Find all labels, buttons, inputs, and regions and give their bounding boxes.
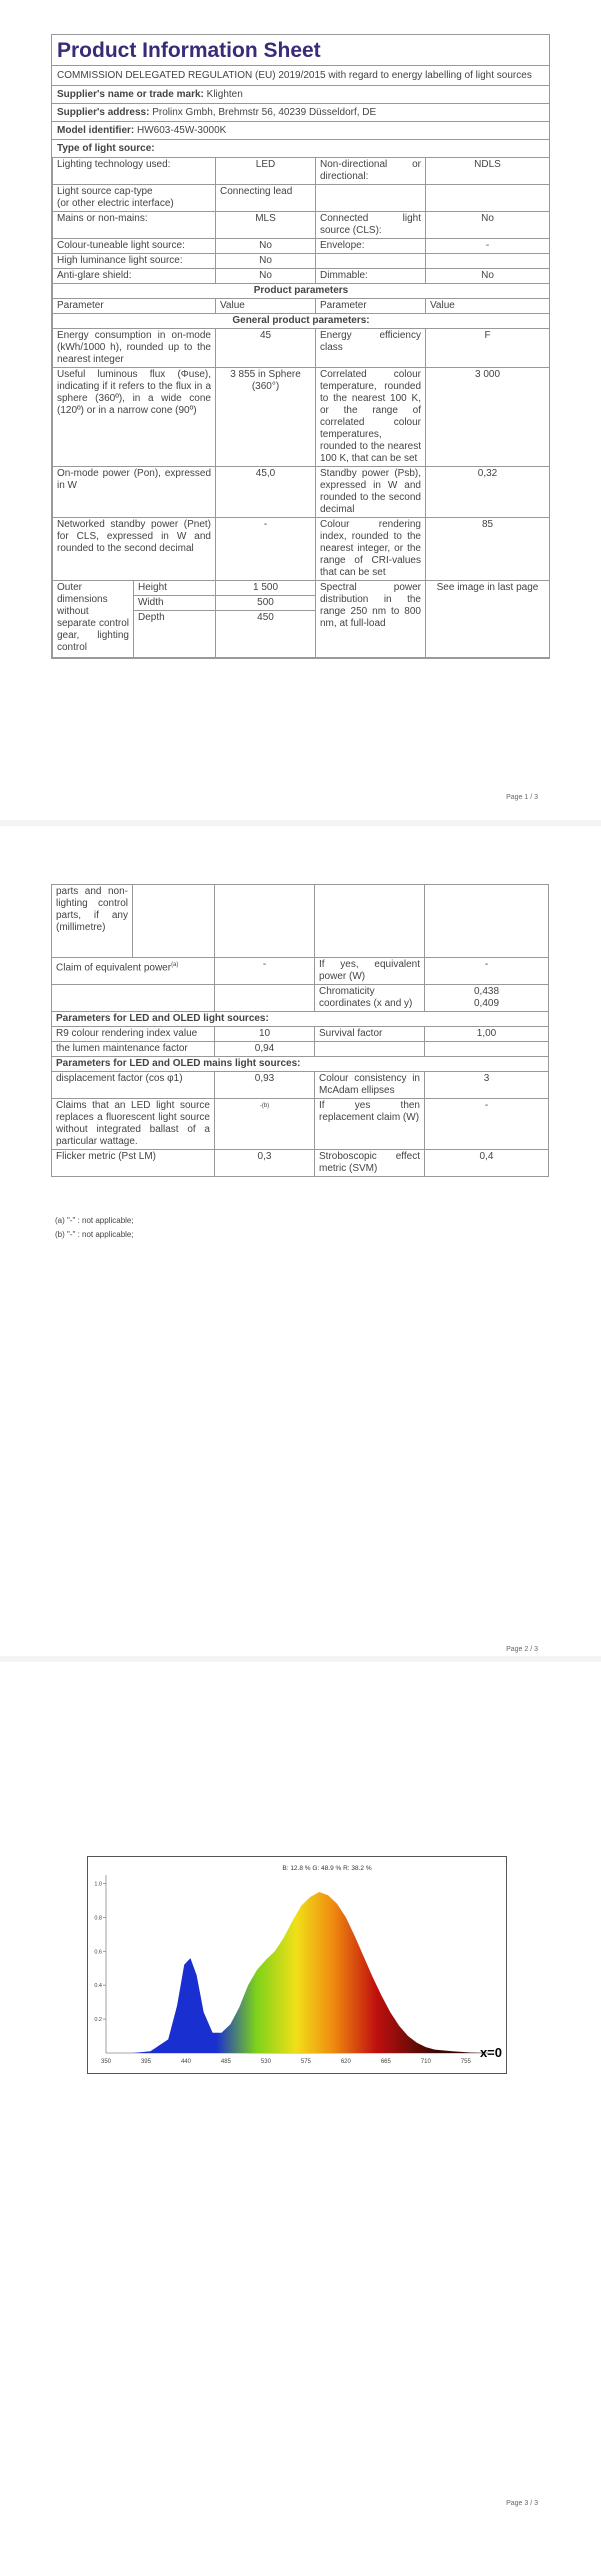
cell (425, 985, 549, 1012)
x-tick-label: 485 (220, 2059, 231, 2065)
cell: Colour consistency in McAdam ellipses (315, 1072, 425, 1099)
cell: Connected light source (CLS): (316, 212, 426, 239)
cell: Lighting technology used: (53, 158, 216, 185)
cell: Useful luminous flux (Φuse), indicating if it refers to the flux in a sphere (360º), in a wide cone (120º) or in a narrow cone (90º) (53, 368, 216, 467)
equiv-label: Claim of equivalent power (56, 962, 172, 974)
cell: 45 (216, 329, 316, 368)
cell: See image in last page (426, 581, 550, 658)
cell: Claims that an LED light source replaces a fluorescent light source without integrated ballast of a particular wattage. (52, 1099, 215, 1150)
table-row (52, 985, 549, 1012)
cell: Energy efficiency class (316, 329, 426, 368)
cell: 3 000 (426, 368, 550, 467)
table-row (52, 1072, 549, 1099)
cell (52, 885, 215, 958)
x-tick-label: 665 (380, 2059, 391, 2065)
cell: Flicker metric (Pst LM) (52, 1150, 215, 1177)
cell: On-mode power (Pon), expressed in W (53, 467, 216, 518)
cell (52, 958, 215, 985)
table-row (52, 1012, 549, 1027)
table-row (53, 269, 550, 284)
table-row (53, 368, 550, 467)
y-tick-label: 0.8 (94, 1915, 102, 1922)
model-value: HW603-45W-3000K (137, 125, 227, 136)
cell: R9 colour rendering index value (52, 1027, 215, 1042)
dimensions-label-continued: parts and non-lighting control parts, if any (millimetre) (52, 885, 133, 957)
table-row (53, 467, 550, 518)
cell: Colour rendering index, rounded to the nearest integer, or the range of CRI-values that can be set (316, 518, 426, 581)
cell: No (216, 254, 316, 269)
led-parameters-header: Parameters for LED and OLED light sources: (52, 1012, 549, 1027)
cell (216, 581, 316, 658)
footnote-b: (b) "-" : not applicable; (55, 1230, 134, 1239)
cell (215, 885, 315, 958)
table-row (53, 158, 550, 185)
cell: 3 (425, 1072, 549, 1099)
parameters-table (52, 157, 550, 658)
spectral-chart-svg (88, 1857, 506, 2073)
cell: 0,4 (425, 1150, 549, 1177)
cell: 0,3 (215, 1150, 315, 1177)
table-row (52, 1042, 549, 1057)
cell: - (216, 518, 316, 581)
cell (425, 885, 549, 958)
model-row (52, 122, 549, 140)
spectrum-area (133, 1892, 488, 2053)
x-tick-label: 620 (340, 2059, 351, 2065)
spectral-chart (87, 1856, 507, 2074)
y-tick-label: 0.6 (94, 1949, 102, 1956)
cell: No (216, 269, 316, 284)
column-header: Value (216, 299, 316, 314)
cell: 3 855 in Sphere (360°) (216, 368, 316, 467)
cell: No (426, 212, 550, 239)
x-tick-label: 530 (260, 2059, 271, 2065)
dimension-name: Depth (138, 612, 165, 623)
page-number: Page 1 / 3 (506, 794, 538, 801)
dimension-value: 450 (257, 612, 274, 623)
cell: Mains or non-mains: (53, 212, 216, 239)
cell: - (426, 239, 550, 254)
cell: LED (216, 158, 316, 185)
cell: If yes, equivalent power (W) (315, 958, 425, 985)
cell: If yes then replacement claim (W) (315, 1099, 425, 1150)
cell: 0,93 (215, 1072, 315, 1099)
cell: - (215, 958, 315, 985)
cell: Standby power (Psb), expressed in W and rounded to the second decimal (316, 467, 426, 518)
cell: NDLS (426, 158, 550, 185)
page-title: Product Information Sheet (52, 35, 549, 66)
cell: Connecting lead (216, 185, 316, 212)
footnote-ref: (a) (171, 962, 179, 968)
cell: Envelope: (316, 239, 426, 254)
cell: -(b) (215, 1099, 315, 1150)
table-row (53, 581, 550, 658)
cell: Spectral power distribution in the range 250 nm to 800 nm, at full-load (316, 581, 426, 658)
cell: F (426, 329, 550, 368)
table-row (53, 212, 550, 239)
x-tick-label: 395 (140, 2059, 151, 2065)
y-tick-label: 0.2 (94, 2017, 102, 2024)
cell: 85 (426, 518, 550, 581)
x-tick-label: 350 (100, 2059, 112, 2065)
chroma-x: 0,438 (473, 986, 500, 997)
cell (53, 581, 216, 658)
column-header: Value (426, 299, 550, 314)
cell: Correlated colour temperature, rounded to the nearest 100 K, or the range of correlated colour temperatures, rounded to the nearest 100 K, that can be set (316, 368, 426, 467)
y-tick-label: 1.0 (94, 1881, 102, 1888)
table-row (53, 284, 550, 299)
model-label: Model identifier: (57, 125, 135, 136)
info-sheet (51, 34, 550, 659)
table-row (53, 329, 550, 368)
cell: Chromaticity coordinates (x and y) (315, 985, 425, 1012)
page-number: Page 3 / 3 (506, 2500, 538, 2507)
x-tick-label: 440 (180, 2059, 191, 2065)
cell: the lumen maintenance factor (52, 1042, 215, 1057)
column-header: Parameter (53, 299, 216, 314)
cell: No (426, 269, 550, 284)
table-header-row (53, 299, 550, 314)
supplier-address-label: Supplier's address: (57, 107, 150, 118)
cell: - (425, 958, 549, 985)
table-row (53, 314, 550, 329)
cell (425, 1042, 549, 1057)
cell: Colour-tuneable light source: (53, 239, 216, 254)
table-row (52, 885, 549, 958)
supplier-address-row (52, 104, 549, 122)
cell: 0,32 (426, 467, 550, 518)
table-row (52, 1150, 549, 1177)
cell: High luminance light source: (53, 254, 216, 269)
cell (316, 254, 426, 269)
dimension-name: Height (134, 581, 216, 596)
cell (315, 1042, 425, 1057)
cell: 45,0 (216, 467, 316, 518)
dimension-name: Width (134, 596, 216, 611)
mains-parameters-header: Parameters for LED and OLED mains light sources: (52, 1057, 549, 1072)
cell (53, 185, 216, 212)
cell (426, 185, 550, 212)
x-tick-label: 710 (420, 2059, 431, 2065)
cell: Networked standby power (Pnet) for CLS, expressed in W and rounded to the second decimal (53, 518, 216, 581)
cell: No (216, 239, 316, 254)
cell (426, 254, 550, 269)
dimensions-subtable (53, 581, 215, 657)
dimension-value: 1 500 (216, 581, 315, 596)
cap-type-label: Light source cap-type (57, 186, 153, 197)
table-row (53, 254, 550, 269)
supplier-name-value: Klighten (206, 89, 243, 100)
footnote-a: (a) "-" : not applicable; (55, 1216, 134, 1225)
cell: displacement factor (cos φ1) (52, 1072, 215, 1099)
page-number: Page 2 / 3 (506, 1646, 538, 1653)
cell (316, 185, 426, 212)
page-1 (0, 0, 601, 820)
table-row (53, 185, 550, 212)
cell (315, 885, 425, 958)
type-header: Type of light source: (57, 143, 155, 154)
cap-type-sublabel: (or other electric interface) (57, 198, 174, 209)
regulation-subtitle: COMMISSION DELEGATED REGULATION (EU) 2019/2015 with regard to energy labelling of light sources (52, 66, 549, 86)
cell: Anti-glare shield: (53, 269, 216, 284)
column-header: Parameter (316, 299, 426, 314)
cell: Dimmable: (316, 269, 426, 284)
supplier-address-value: Prolinx Gmbh, Brehmstr 56, 40239 Düsseldorf, DE (152, 107, 377, 118)
cell: MLS (216, 212, 316, 239)
table-row (52, 1027, 549, 1042)
cell: Energy consumption in on-mode (kWh/1000 h), rounded up to the nearest integer (53, 329, 216, 368)
cell: 1,00 (425, 1027, 549, 1042)
general-parameters-header: General product parameters: (53, 314, 550, 329)
supplier-name-row (52, 86, 549, 104)
cell (52, 985, 215, 1012)
chroma-y: 0,409 (473, 998, 500, 1009)
table-row (53, 239, 550, 254)
cell: 0,94 (215, 1042, 315, 1057)
supplier-name-label: Supplier's name or trade mark: (57, 89, 204, 100)
chart-title: B: 12.8 % G: 48.9 % R: 38.2 % (282, 1865, 372, 1872)
x-tick-label: 575 (300, 2059, 311, 2065)
dimensions-label: Outer dimensions without separate control gear, lighting control (53, 581, 134, 657)
page-3 (0, 1662, 601, 2560)
dimension-value: 500 (216, 596, 315, 611)
cell: - (425, 1099, 549, 1150)
cell (215, 985, 315, 1012)
x-tick-label: 755 (460, 2059, 471, 2065)
cell: Stroboscopic effect metric (SVM) (315, 1150, 425, 1177)
cell: 10 (215, 1027, 315, 1042)
product-parameters-header: Product parameters (53, 284, 550, 299)
table-row (53, 518, 550, 581)
table-row (52, 1099, 549, 1150)
y-tick-label: 0.4 (94, 1983, 102, 1990)
parameters-table-continued (51, 884, 549, 1177)
cell: Survival factor (315, 1027, 425, 1042)
corner-label: x=0 (479, 2045, 502, 2060)
page-2 (0, 826, 601, 1656)
table-row (52, 958, 549, 985)
table-row (52, 1057, 549, 1072)
cell: Non-directional or directional: (316, 158, 426, 185)
